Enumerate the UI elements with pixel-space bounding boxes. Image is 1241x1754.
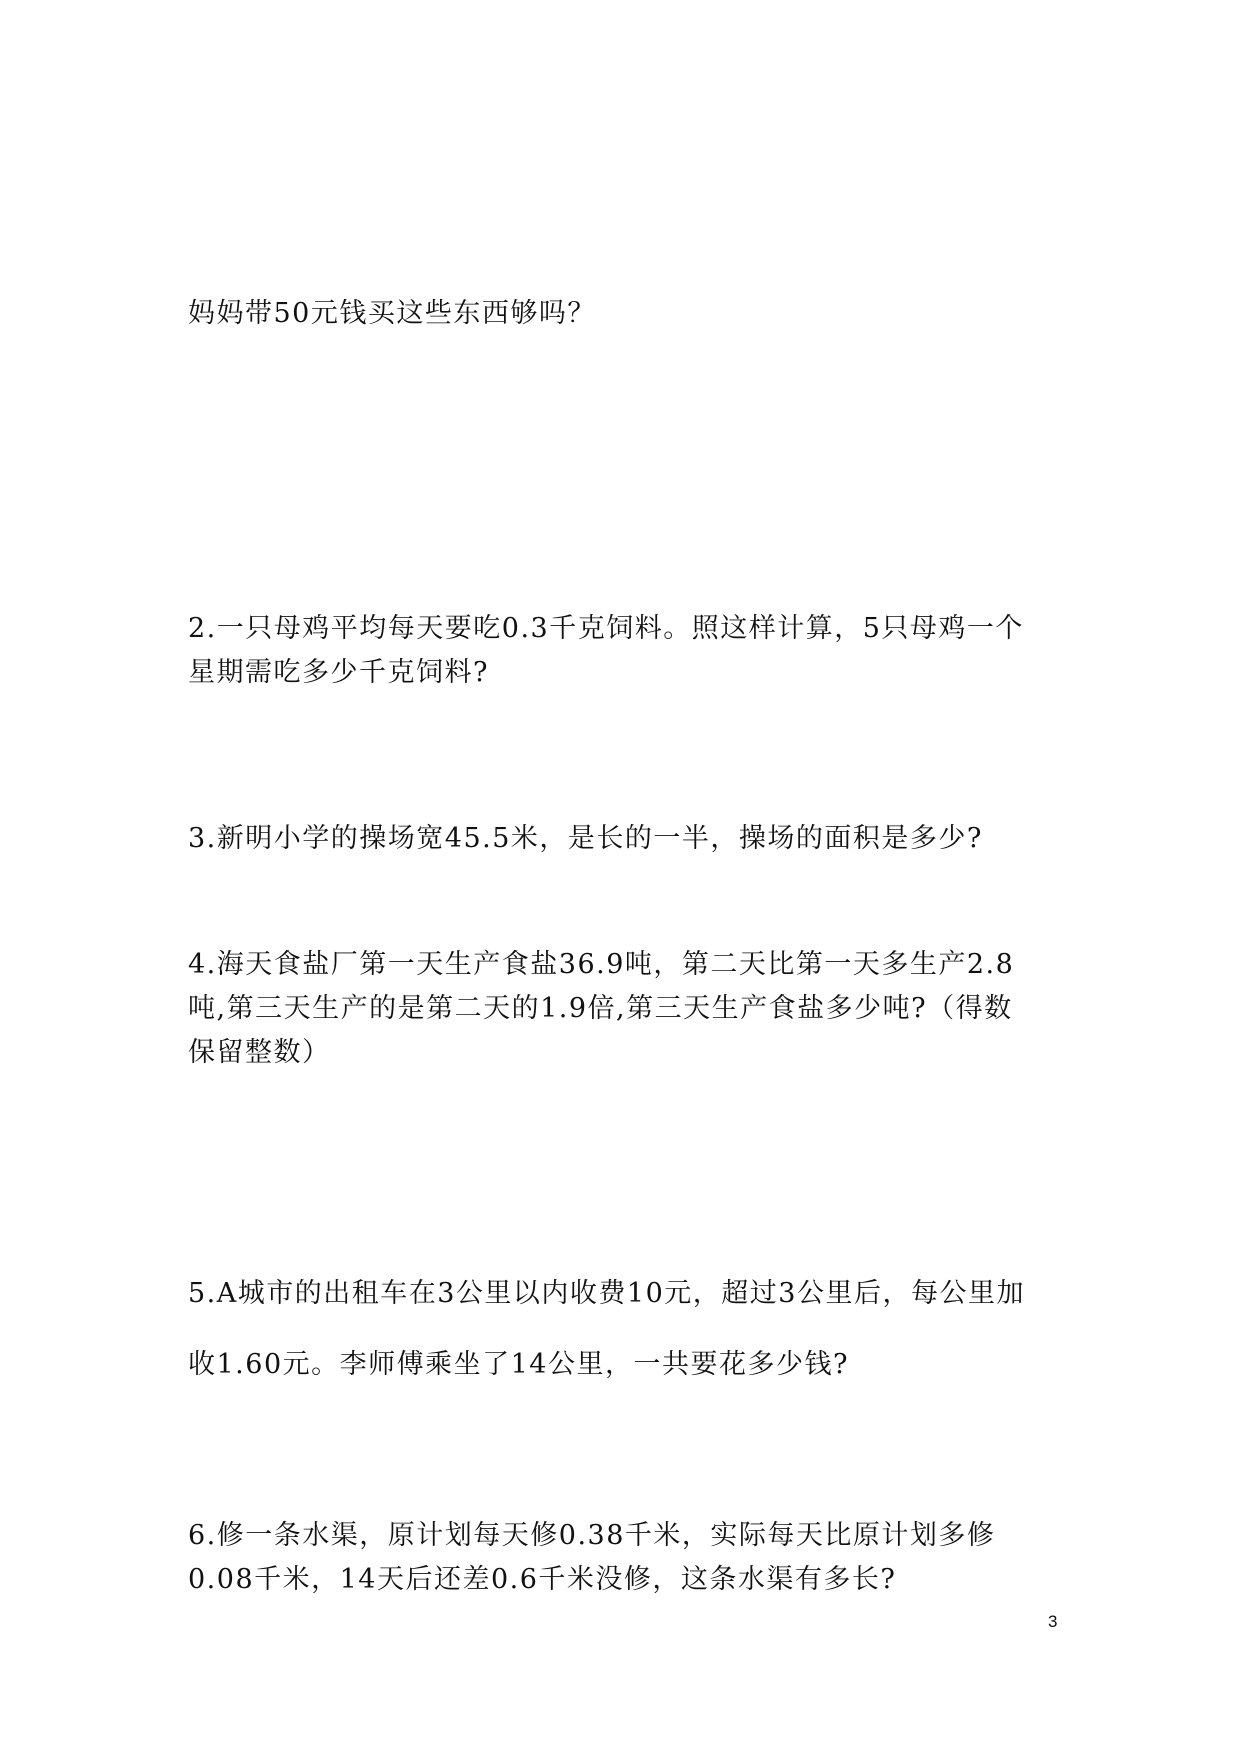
question-6-line-2: 0.08千米，14天后还差0.6千米没修，这条水渠有多长? [188,1564,897,1595]
question-4-line-1: 4.海天食盐厂第一天生产食盐36.9吨，第二天比第一天多生产2.8 [188,949,1015,980]
question-2-line-1: 2.一只母鸡平均每天要吃0.3千克饲料。照这样计算，5只母鸡一个 [188,613,1024,644]
question-2-line-2: 星期需吃多少千克饲料? [188,657,489,688]
question-4-line-3: 保留整数） [188,1037,331,1068]
question-3-line-1: 3.新明小学的操场宽45.5米，是长的一半，操场的面积是多少? [188,823,983,854]
question-4-line-2: 吨,第三天生产的是第二天的1.9倍,第三天生产食盐多少吨?（得数 [188,993,1013,1024]
question-1-continuation: 妈妈带50元钱买这些东西够吗？ [188,298,596,329]
question-5-line-1: 5.A城市的出租车在3公里以内收费10元，超过3公里后，每公里加 [188,1278,1025,1309]
question-5-line-2: 收1.60元。李师傅乘坐了14公里，一共要花多少钱? [188,1349,849,1380]
page-number: 3 [1048,1612,1058,1631]
question-6-line-1: 6.修一条水渠，原计划每天修0.38千米，实际每天比原计划多修 [188,1520,996,1551]
